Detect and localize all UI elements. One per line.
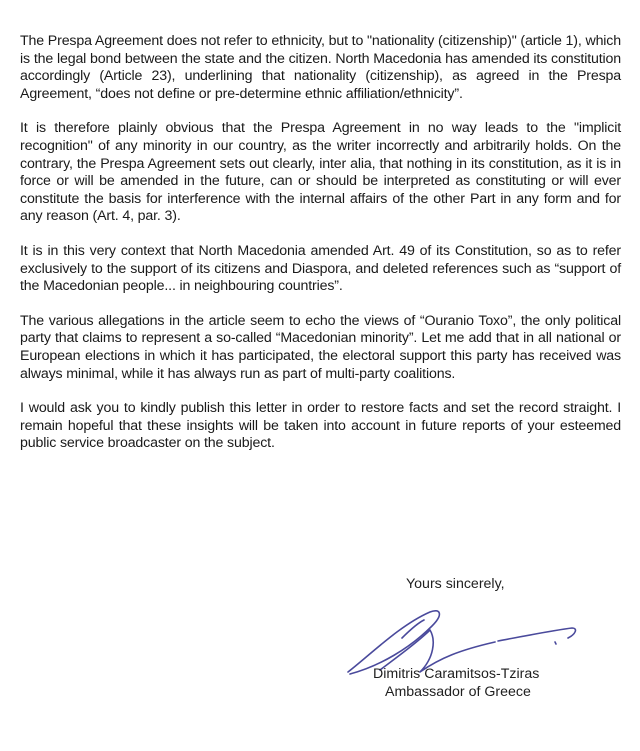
signer-name: Dimitris Caramitsos-Tziras bbox=[373, 666, 540, 682]
signer-title: Ambassador of Greece bbox=[385, 684, 531, 700]
letter-body bbox=[20, 33, 621, 470]
paragraph-allegations: The various allegations in the article seem to echo the views of “Ouranio Toxo”, the only political party that claims to represent a so-called “Macedonian minority”. Let me add that in all national or European elections in which it has participated, the electoral support this party has received was always minimal, while it has always run as part of multi-party coalitions. bbox=[20, 312, 621, 382]
paragraph-request: I would ask you to kindly publish this letter in order to restore facts and set the record straight. I remain hopeful that these insights will be taken into account in future reports of your esteemed public service broadcaster on the subject. bbox=[20, 400, 621, 452]
paragraph-recognition: It is therefore plainly obvious that the Prespa Agreement in no way leads to the "implicit recognition" of any minority in our country, as the writer incorrectly and arbitrarily holds. On the contrary, the Prespa Agreement sets out clearly, inter alia, that nothing in its constitution, as it is in force or will be amended in the future, can or should be interpreted as constituting or will ever constitute the basis for interference with the internal affairs of the other Part in any form and for any reason (Art. 4, par. 3). bbox=[20, 120, 621, 225]
paragraph-article-49: It is in this very context that North Macedonia amended Art. 49 of its Constitution, so as to refer exclusively to the support of its citizens and Diaspora, and deleted references such as “support of the Macedonian people... in neighbouring countries”. bbox=[20, 242, 621, 295]
paragraph-nationality: The Prespa Agreement does not refer to ethnicity, but to "nationality (citizenship)" (article 1), which is the legal bond between the state and the citizen. North Macedonia has amended its constitution accordingly (Article 23), underlining that nationality (citizenship), as agreed in the Prespa Agreement, “does not define or pre-determine ethnic affiliation/ethnicity”. bbox=[20, 33, 621, 102]
closing-salutation: Yours sincerely, bbox=[406, 576, 505, 592]
